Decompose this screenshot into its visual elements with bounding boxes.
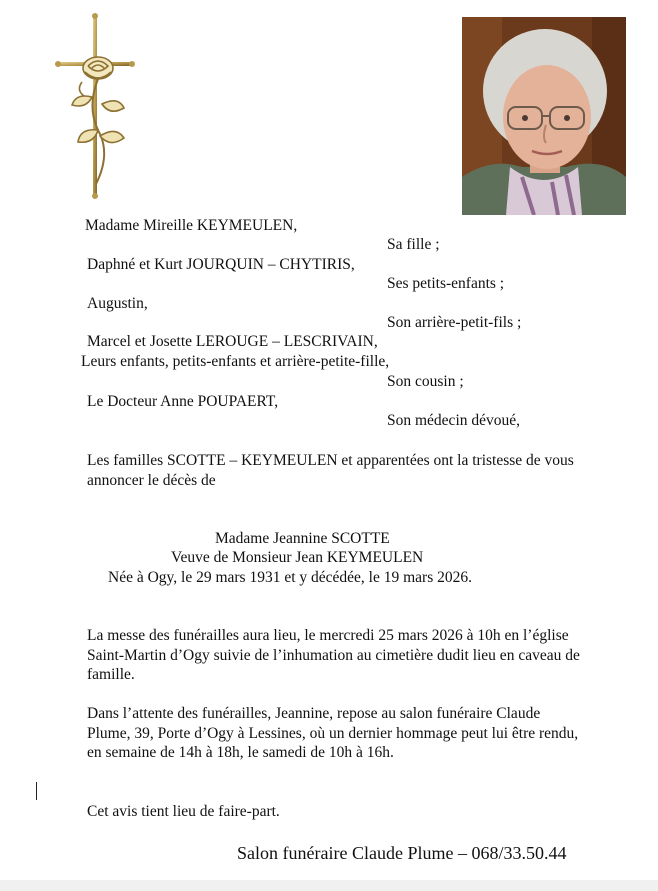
deceased-dates: Née à Ogy, le 29 mars 1931 et y décédée, le 19 mars 2026. <box>108 569 472 586</box>
signature: Salon funéraire Claude Plume – 068/33.50.44 <box>237 843 567 863</box>
family-relation-2: Ses petits-enfants ; <box>387 275 505 292</box>
family-names-2: Daphné et Kurt JOURQUIN – CHYTIRIS, <box>87 256 355 273</box>
page-bottom-strip <box>0 880 658 891</box>
funeral-line-1: La messe des funérailles aura lieu, le mercredi 25 mars 2026 à 10h en l’église <box>87 627 569 644</box>
funeral-line-3: famille. <box>87 666 135 683</box>
family-names-4b: Leurs enfants, petits-enfants et arrière-petite-fille, <box>81 353 390 370</box>
announcement-line-2: annoncer le décès de <box>87 472 216 489</box>
portrait-photo <box>462 17 626 215</box>
deceased-name: Madame Jeannine SCOTTE <box>215 530 390 547</box>
viewing-line-2: Plume, 39, Porte d’Ogy à Lessines, où un dernier hommage peut lui être rendu, <box>87 725 579 742</box>
family-names-1: Madame Mireille KEYMEULEN, <box>85 217 298 234</box>
family-relation-1: Sa fille ; <box>387 236 440 253</box>
text-cursor[interactable] <box>36 782 37 800</box>
viewing-line-3: en semaine de 14h à 18h, le samedi de 10h à 16h. <box>87 744 394 761</box>
family-relation-3: Son arrière-petit-fils ; <box>387 314 522 331</box>
family-names-5: Le Docteur Anne POUPAERT, <box>87 393 279 410</box>
viewing-line-1: Dans l’attente des funérailles, Jeannine, repose au salon funéraire Claude <box>87 705 541 722</box>
family-relation-4: Son cousin ; <box>387 373 464 390</box>
announcement-line-1: Les familles SCOTTE – KEYMEULEN et apparentées ont la tristesse de vous <box>87 452 574 469</box>
family-names-4: Marcel et Josette LEROUGE – LESCRIVAIN, <box>87 333 378 350</box>
family-relation-5: Son médecin dévoué, <box>387 412 521 429</box>
notice-text: Cet avis tient lieu de faire-part. <box>87 803 280 820</box>
cross-rose-icon <box>38 2 156 212</box>
family-names-3: Augustin, <box>87 295 148 312</box>
funeral-line-2: Saint-Martin d’Ogy suivie de l’inhumation au cimetière dudit lieu en caveau de <box>87 647 580 664</box>
deceased-spouse: Veuve de Monsieur Jean KEYMEULEN <box>171 549 424 566</box>
